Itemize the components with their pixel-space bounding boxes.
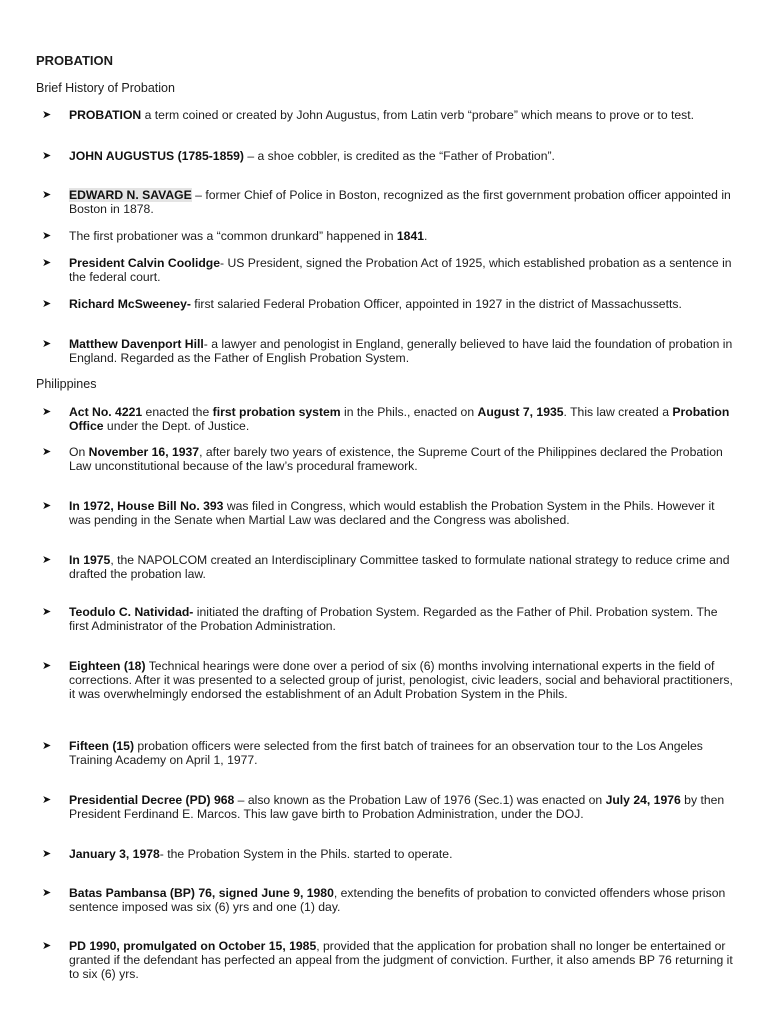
bold-term: JOHN AUGUSTUS (1785-1859) (69, 149, 244, 163)
bullet-arrow-icon: ➤ (42, 794, 52, 806)
item-text (69, 108, 738, 122)
item-text (69, 793, 738, 821)
history-item (42, 297, 738, 311)
philippines-item (42, 939, 738, 982)
text-run: – a shoe cobbler, is credited as the “Father of Probation”. (243, 149, 555, 163)
bold-term: first probation system (212, 405, 341, 419)
text-run: first salaried Federal Probation Officer, appointed in 1927 in the district of Massachussetts. (190, 297, 682, 311)
bullet-arrow-icon: ➤ (42, 848, 52, 860)
page-title: PROBATION (36, 53, 114, 68)
bold-term: President Calvin Coolidge (69, 256, 221, 270)
text-run: , extending the benefits of probation to convicted offenders whose prison sentence imposed was six (6) yrs and one (1) day. (69, 886, 726, 915)
item-text (69, 229, 738, 243)
bold-term: August 7, 1935 (477, 405, 564, 419)
bold-term: Act No. 4221 (69, 405, 143, 419)
text-run: The first probationer was a “common drunkard” happened in (69, 229, 397, 243)
bullet-arrow-icon: ➤ (42, 740, 52, 752)
bold-term: Probation Office (69, 405, 730, 434)
item-text (69, 553, 738, 581)
bold-term: Eighteen (18) (69, 659, 146, 673)
text-run: Technical hearings were done over a period of six (6) months involving international experts in the field of corrections. After it was presented to a selected group of jurist, penologist, civic leaders, social and behavioral practitioners, it was overwhelmingly endorsed the establishment of an Adult Probation System in the Phils. (69, 659, 733, 702)
bullet-arrow-icon: ➤ (42, 406, 52, 418)
text-run: . (424, 229, 428, 243)
item-text (69, 739, 738, 767)
text-run: On (69, 445, 89, 459)
bullet-arrow-icon: ➤ (42, 189, 52, 201)
philippines-item (42, 605, 738, 633)
text-run: probation officers were selected from the first batch of trainees for an observation tour to the Los Angeles Training Academy on April 1, 1977. (69, 739, 703, 768)
bullet-arrow-icon: ➤ (42, 338, 52, 350)
text-run: - US President, signed the Probation Act of 1925, which established probation as a sentence in the federal court. (69, 256, 732, 285)
bold-term: In 1972, House Bill No. 393 (69, 499, 224, 513)
text-run: under the Dept. of Justice. (103, 419, 250, 434)
history-item (42, 256, 738, 284)
bullet-arrow-icon: ➤ (42, 660, 52, 672)
history-heading: Brief History of Probation (36, 81, 175, 95)
history-item (42, 229, 738, 243)
philippines-item (42, 445, 738, 473)
item-text (69, 256, 738, 284)
history-item (42, 188, 738, 216)
bullet-arrow-icon: ➤ (42, 500, 52, 512)
history-item (42, 149, 738, 163)
bold-term: Presidential Decree (PD) 968 (69, 793, 235, 807)
item-text (69, 188, 738, 216)
bold-term: Matthew Davenport Hill (69, 337, 204, 351)
item-text (69, 337, 738, 365)
item-text (69, 149, 738, 163)
history-item (42, 108, 738, 122)
item-text (69, 405, 738, 433)
bullet-arrow-icon: ➤ (42, 606, 52, 618)
bold-term: PROBATION (69, 108, 142, 122)
bold-term: Teodulo C. Natividad- (69, 605, 194, 619)
bold-term: Richard McSweeney- (69, 297, 191, 311)
text-run: was filed in Congress, which would establish the Probation System in the Phils. However it was pending in the Senate when Martial Law was declared and the Congress was abolished. (69, 499, 715, 528)
item-text (69, 297, 738, 311)
text-run: - a lawyer and penologist in England, generally believed to have laid the foundation of probation in England. Regarded as the Father of English Probation System. (69, 337, 733, 366)
bullet-arrow-icon: ➤ (42, 257, 52, 269)
text-run: initiated the drafting of Probation System. Regarded as the Father of Phil. Probation system. The first Administrator of the Probation Administration. (69, 605, 718, 634)
text-run: – former Chief of Police in Boston, recognized as the first government probation officer appointed in Boston in 1878. (69, 188, 731, 217)
text-run: enacted the (142, 405, 213, 419)
text-run: , after barely two years of existence, the Supreme Court of the Philippines declared the Probation Law unconstitutional because of the law’s procedural framework. (69, 445, 723, 474)
bold-term: 1841 (396, 229, 425, 243)
item-text (69, 939, 738, 982)
bold-term: July 24, 1976 (605, 793, 681, 807)
text-run: . This law created a (563, 405, 673, 419)
bullet-arrow-icon: ➤ (42, 230, 52, 242)
text-run: , the NAPOLCOM created an Interdisciplinary Committee tasked to formulate national strategy to reduce crime and drafted the probation law. (69, 553, 730, 582)
text-run: - the Probation System in the Phils. started to operate. (159, 847, 453, 861)
item-text (69, 605, 738, 633)
bullet-arrow-icon: ➤ (42, 554, 52, 566)
bullet-arrow-icon: ➤ (42, 150, 52, 162)
bold-term: In 1975 (69, 553, 111, 567)
philippines-item (42, 886, 738, 914)
bold-term: Fifteen (15) (69, 739, 135, 753)
bullet-arrow-icon: ➤ (42, 109, 52, 121)
history-item (42, 337, 738, 365)
text-run: in the Phils., enacted on (340, 405, 478, 419)
philippines-item (42, 739, 738, 767)
bold-term: EDWARD N. SAVAGE (69, 188, 192, 202)
philippines-item (42, 847, 738, 861)
text-run: , provided that the application for probation shall no longer be entertained or granted if the defendant has perfected an appeal from the judgment of conviction. Further, it also amends BP 76 returning it to six (6) yrs. (69, 939, 733, 982)
bold-term: Batas Pambansa (BP) 76, signed June 9, 1980 (69, 886, 334, 900)
item-text (69, 445, 738, 473)
philippines-item (42, 499, 738, 527)
item-text (69, 499, 738, 527)
philippines-item (42, 405, 738, 433)
text-run: – also known as the Probation Law of 1976 (Sec.1) was enacted on (234, 793, 606, 807)
text-run: a term coined or created by John Augustus, from Latin verb “probare” which means to prove or to test. (141, 108, 695, 122)
philippines-item (42, 793, 738, 821)
philippines-item (42, 553, 738, 581)
bullet-arrow-icon: ➤ (42, 446, 52, 458)
philippines-heading: Philippines (36, 377, 97, 391)
item-text (69, 847, 738, 861)
bold-term: PD 1990, promulgated on October 15, 1985 (69, 939, 317, 953)
bold-term: November 16, 1937 (88, 445, 200, 459)
item-text (69, 659, 738, 702)
bullet-arrow-icon: ➤ (42, 298, 52, 310)
item-text (69, 886, 738, 914)
bold-term: January 3, 1978 (69, 847, 160, 861)
text-run: by then President Ferdinand E. Marcos. This law gave birth to Probation Administration, under the DOJ. (69, 793, 725, 822)
philippines-item (42, 659, 738, 702)
bullet-arrow-icon: ➤ (42, 940, 52, 952)
bullet-arrow-icon: ➤ (42, 887, 52, 899)
